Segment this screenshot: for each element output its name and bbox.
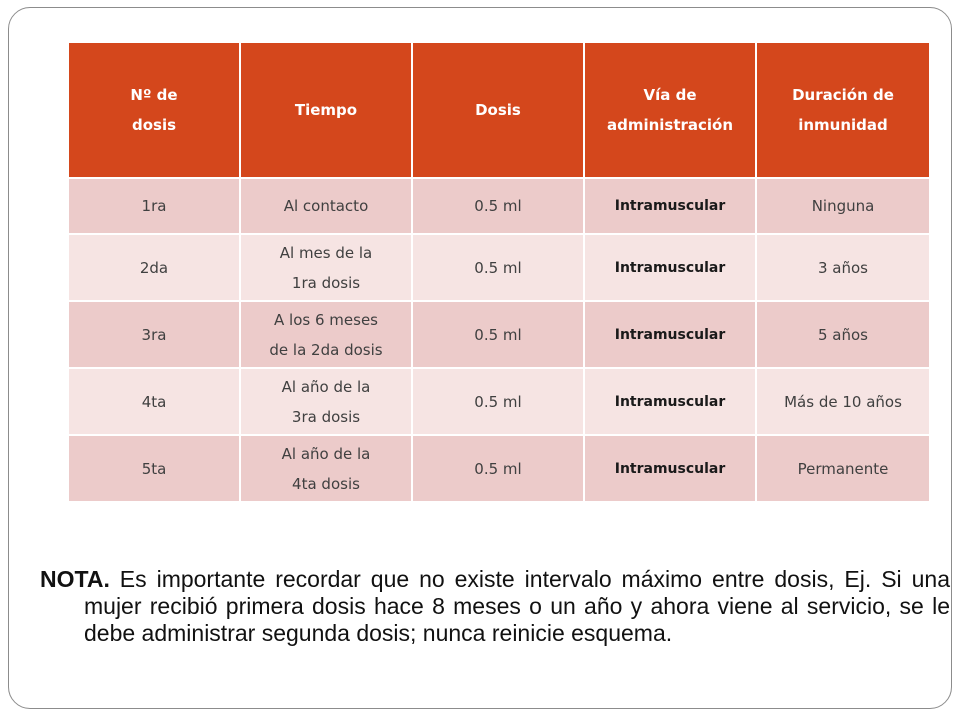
cell-time: Al año de la 3ra dosis [240, 368, 412, 435]
cell-time: Al año de la 4ta dosis [240, 435, 412, 502]
cell-dose-number: 3ra [68, 301, 240, 368]
cell-amount: 0.5 ml [412, 301, 584, 368]
vaccination-schedule-table [67, 41, 931, 503]
table-row [68, 234, 930, 301]
cell-time: Al mes de la 1ra dosis [240, 234, 412, 301]
cell-amount: 0.5 ml [412, 178, 584, 234]
cell-amount: 0.5 ml [412, 368, 584, 435]
cell-time: A los 6 meses de la 2da dosis [240, 301, 412, 368]
cell-route: Intramuscular [584, 368, 756, 435]
cell-route: Intramuscular [584, 234, 756, 301]
header-dose-number: Nº de dosis [68, 42, 240, 178]
cell-route: Intramuscular [584, 301, 756, 368]
header-immunity-duration: Duración de inmunidad [756, 42, 930, 178]
note-paragraph [40, 566, 950, 647]
cell-route: Intramuscular [584, 435, 756, 502]
cell-amount: 0.5 ml [412, 234, 584, 301]
note-text: Es importante recordar que no existe intervalo máximo entre dosis, Ej. Si una mujer recibió primera dosis hace 8 meses o un año y ahora viene al servicio, se le debe administrar segunda dosis; nunca reinicie esquema. [84, 566, 950, 646]
cell-dose-number: 1ra [68, 178, 240, 234]
table-header-row [68, 42, 930, 178]
cell-immunity: Más de 10 años [756, 368, 930, 435]
cell-dose-number: 5ta [68, 435, 240, 502]
header-dose: Dosis [412, 42, 584, 178]
cell-time: Al contacto [240, 178, 412, 234]
cell-immunity: Ninguna [756, 178, 930, 234]
cell-immunity: 5 años [756, 301, 930, 368]
note-label: NOTA. [40, 566, 110, 592]
table-row [68, 368, 930, 435]
cell-dose-number: 4ta [68, 368, 240, 435]
table-row [68, 178, 930, 234]
table-row [68, 435, 930, 502]
cell-route: Intramuscular [584, 178, 756, 234]
cell-dose-number: 2da [68, 234, 240, 301]
cell-immunity: 3 años [756, 234, 930, 301]
header-route: Vía de administración [584, 42, 756, 178]
table-row [68, 301, 930, 368]
cell-immunity: Permanente [756, 435, 930, 502]
header-time: Tiempo [240, 42, 412, 178]
cell-amount: 0.5 ml [412, 435, 584, 502]
